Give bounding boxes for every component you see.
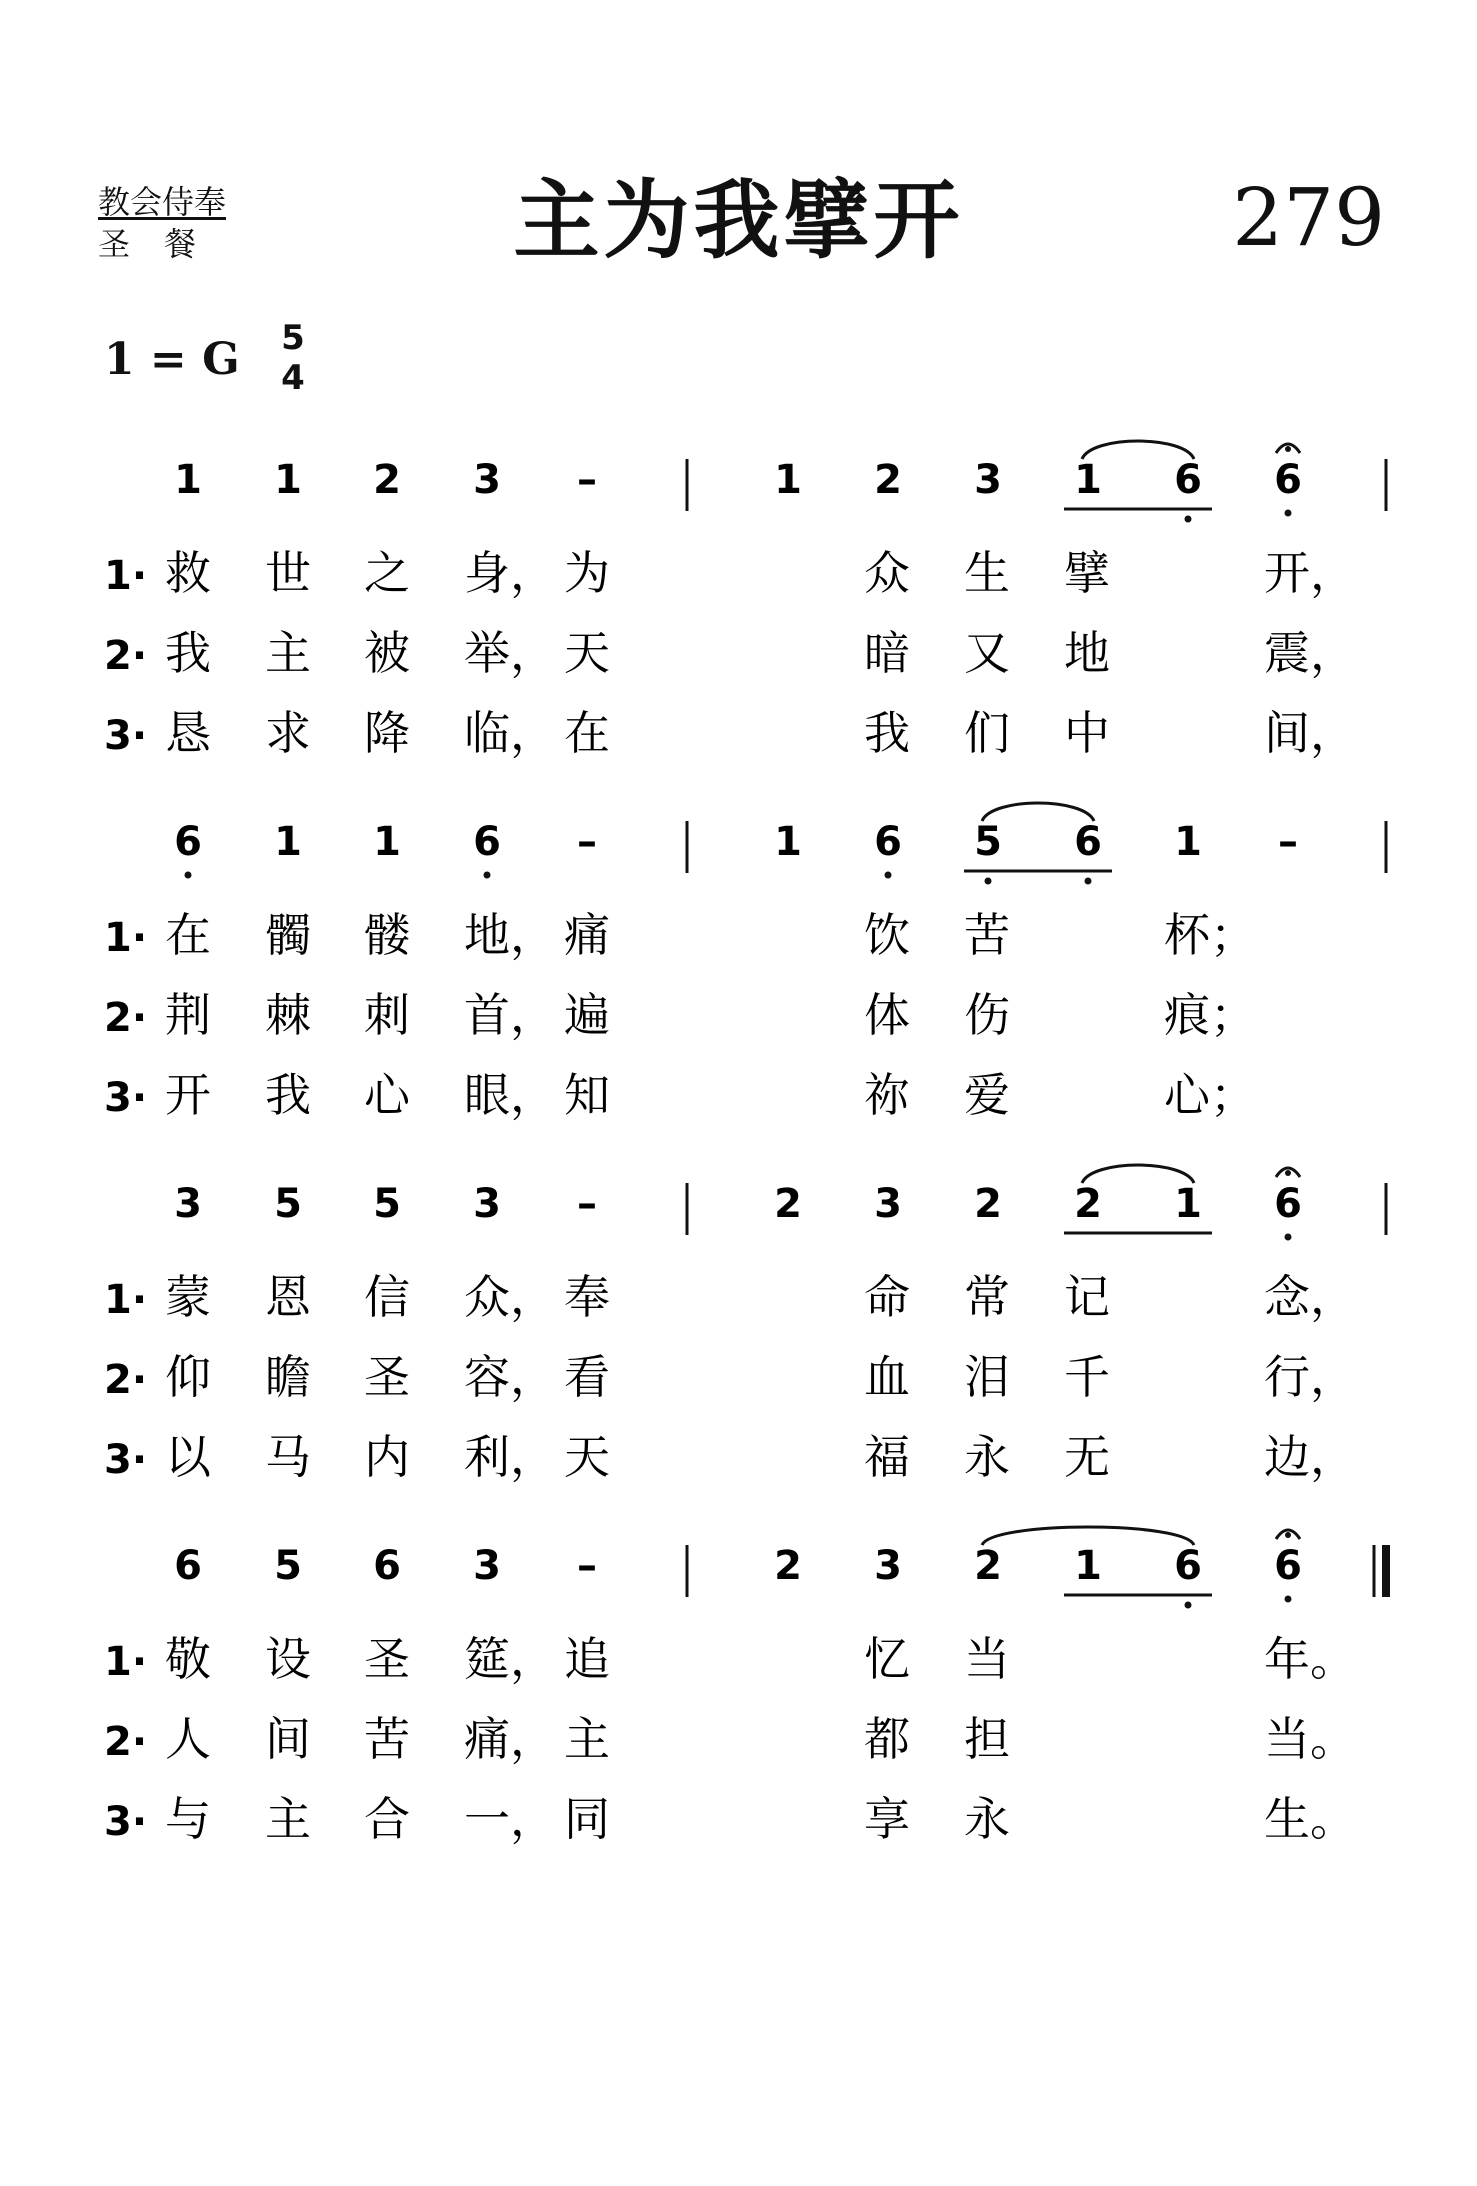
lyric-syllable: 永 [964, 1430, 1010, 1484]
lyric-syllable: 心 [364, 1068, 410, 1122]
lyric-syllable: 都 [864, 1712, 910, 1766]
lyric-syllable: 一， [464, 1792, 556, 1846]
note: 1 [774, 457, 802, 503]
lower-octave-dot [1285, 1234, 1292, 1241]
time-signature-numerator: 5 [281, 318, 305, 358]
category-label: 教会侍奉 [98, 183, 227, 221]
lyric-syllable: 苦 [964, 908, 1010, 962]
lower-octave-dot [1285, 510, 1292, 517]
lyric-syllable: 合 [364, 1792, 410, 1846]
lyric-syllable: 又 [964, 626, 1010, 680]
verse-number: 3· [104, 1075, 148, 1121]
lyric-syllable: 众 [864, 546, 910, 600]
verse-number: 2· [104, 1719, 148, 1765]
lyric-syllable: 念， [1264, 1270, 1356, 1324]
verse-number: 3· [104, 1799, 148, 1845]
note: 6 [373, 1543, 401, 1589]
lyric-syllable: 饮 [864, 908, 910, 962]
lyric-syllable: 恩 [265, 1270, 311, 1324]
lower-octave-dot [985, 878, 992, 885]
fermata-dot [1285, 1532, 1291, 1538]
note: 1 [1074, 1543, 1102, 1589]
lyric-syllable: 祢 [864, 1068, 910, 1122]
lyric-syllable: 地， [464, 908, 556, 962]
lyric-syllable: 首， [464, 988, 556, 1042]
note: 1 [174, 457, 202, 503]
lyric-syllable: 千 [1064, 1350, 1110, 1404]
lyric-syllable: 遍 [564, 988, 610, 1042]
lyric-syllable: 容， [464, 1350, 556, 1404]
lyric-syllable: 生。 [1264, 1792, 1356, 1846]
lyric-syllable: 在 [564, 706, 610, 760]
lyric-syllable: 年。 [1264, 1632, 1356, 1686]
lower-octave-dot [885, 872, 892, 879]
lyric-syllable: 擘 [1064, 546, 1110, 600]
lyric-syllable: 我 [165, 626, 211, 680]
lower-octave-dot [1185, 1602, 1192, 1609]
lyric-syllable: 髑 [265, 908, 311, 962]
lyric-syllable: 刺 [364, 988, 410, 1042]
lyric-syllable: 举， [464, 626, 556, 680]
key-signature: 1 = G [104, 334, 240, 385]
note: 5 [274, 1543, 302, 1589]
lyric-syllable: 世 [265, 546, 311, 600]
lyric-syllable: 天 [564, 626, 610, 680]
lyric-syllable: 天 [564, 1430, 610, 1484]
lyric-syllable: 泪 [964, 1350, 1010, 1404]
lyric-syllable: 身， [464, 546, 556, 600]
note: 6 [1174, 1543, 1202, 1589]
note: 1 [274, 457, 302, 503]
note: 2 [974, 1543, 1002, 1589]
note: 1 [1174, 1181, 1202, 1227]
lyric-syllable: 瞻 [265, 1350, 311, 1404]
lyric-syllable: 当 [964, 1632, 1010, 1686]
lyric-syllable: 求 [265, 706, 311, 760]
lyric-syllable: 无 [1064, 1430, 1110, 1484]
note: 1 [1074, 457, 1102, 503]
note: 2 [974, 1181, 1002, 1227]
lyric-syllable: 主 [265, 626, 311, 680]
lyric-syllable: 常 [964, 1270, 1010, 1324]
lyric-syllable: 享 [864, 1792, 910, 1846]
note: 6 [1274, 1543, 1302, 1589]
lyric-syllable: 恳 [165, 706, 211, 760]
lyric-syllable: 棘 [265, 988, 311, 1042]
note: 2 [774, 1181, 802, 1227]
lyric-syllable: 永 [964, 1792, 1010, 1846]
lyric-syllable: 中 [1064, 706, 1110, 760]
lyric-syllable: 被 [364, 626, 410, 680]
lyric-syllable: 仰 [165, 1350, 211, 1404]
verse-number: 2· [104, 633, 148, 679]
note: 3 [473, 457, 501, 503]
lyric-syllable: 荆 [165, 988, 211, 1042]
lyric-syllable: 看 [564, 1350, 610, 1404]
lyric-syllable: 主 [265, 1792, 311, 1846]
lyric-syllable: 救 [165, 546, 211, 600]
lyric-syllable: 利， [464, 1430, 556, 1484]
lyric-syllable: 奉 [564, 1270, 610, 1324]
verse-number: 1· [104, 1277, 148, 1323]
note: 3 [974, 457, 1002, 503]
sustain-dash: – [577, 819, 597, 865]
verse-number: 3· [104, 1437, 148, 1483]
sustain-dash: – [577, 457, 597, 503]
lyric-syllable: 临， [464, 706, 556, 760]
lower-octave-dot [484, 872, 491, 879]
note: 2 [373, 457, 401, 503]
lyric-syllable: 苦 [364, 1712, 410, 1766]
lyric-syllable: 血 [864, 1350, 910, 1404]
lyric-syllable: 内 [364, 1430, 410, 1484]
subcategory-label: 圣餐 [98, 225, 231, 263]
verse-number: 2· [104, 995, 148, 1041]
note: 2 [774, 1543, 802, 1589]
lyric-syllable: 命 [864, 1270, 910, 1324]
fermata-dot [1285, 446, 1291, 452]
lyric-syllable: 福 [864, 1430, 910, 1484]
lyric-syllable: 眼， [464, 1068, 556, 1122]
lyric-syllable: 追 [564, 1632, 610, 1686]
verse-number: 1· [104, 553, 148, 599]
lyric-syllable: 担 [964, 1712, 1010, 1766]
note: 6 [1274, 1181, 1302, 1227]
lyric-syllable: 地 [1064, 626, 1110, 680]
lyric-syllable: 们 [964, 706, 1010, 760]
lyric-syllable: 记 [1064, 1270, 1110, 1324]
sustain-dash: – [577, 1543, 597, 1589]
note: 3 [174, 1181, 202, 1227]
note: 6 [473, 819, 501, 865]
note: 6 [874, 819, 902, 865]
lyric-syllable: 暗 [864, 626, 910, 680]
note: 3 [473, 1543, 501, 1589]
note: 1 [774, 819, 802, 865]
lyric-syllable: 震， [1264, 626, 1356, 680]
lyric-syllable: 忆 [864, 1632, 910, 1686]
lyric-syllable: 间， [1264, 706, 1356, 760]
verse-number: 3· [104, 713, 148, 759]
lower-octave-dot [1085, 878, 1092, 885]
time-signature-denominator: 4 [281, 358, 305, 398]
lyric-syllable: 当。 [1264, 1712, 1356, 1766]
note: 5 [373, 1181, 401, 1227]
note: 6 [1274, 457, 1302, 503]
note: 6 [174, 819, 202, 865]
lyric-syllable: 设 [265, 1632, 311, 1686]
lyric-syllable: 行， [1264, 1350, 1356, 1404]
note: 5 [274, 1181, 302, 1227]
note: 2 [1074, 1181, 1102, 1227]
lyric-syllable: 人 [165, 1712, 211, 1766]
note: 3 [874, 1181, 902, 1227]
lyric-syllable: 爱 [964, 1068, 1010, 1122]
lyric-syllable: 为 [564, 546, 610, 600]
note: 3 [874, 1543, 902, 1589]
fermata-dot [1285, 1170, 1291, 1176]
lyric-syllable: 筵， [464, 1632, 556, 1686]
note: 3 [473, 1181, 501, 1227]
lyric-syllable: 伤 [964, 988, 1010, 1042]
lyric-syllable: 马 [265, 1430, 311, 1484]
lyric-syllable: 同 [564, 1792, 610, 1846]
sustain-dash: – [1278, 819, 1298, 865]
lower-octave-dot [1185, 516, 1192, 523]
lyric-syllable: 生 [964, 546, 1010, 600]
lyric-syllable: 众， [464, 1270, 556, 1324]
lyric-syllable: 与 [165, 1792, 211, 1846]
hymn-title: 主为我擘开 [513, 171, 964, 271]
note: 6 [174, 1543, 202, 1589]
lyric-syllable: 在 [165, 908, 211, 962]
note: 5 [974, 819, 1002, 865]
lyric-syllable: 知 [564, 1068, 610, 1122]
lyric-syllable: 敬 [165, 1632, 211, 1686]
lyric-syllable: 痛， [464, 1712, 556, 1766]
lyric-syllable: 以 [165, 1430, 211, 1484]
lyric-syllable: 圣 [364, 1632, 410, 1686]
lyric-syllable: 边， [1264, 1430, 1356, 1484]
lyric-syllable: 杯； [1164, 908, 1256, 962]
lyric-syllable: 心； [1164, 1068, 1256, 1122]
verse-number: 1· [104, 915, 148, 961]
verse-number: 1· [104, 1639, 148, 1685]
note: 1 [1174, 819, 1202, 865]
lyric-syllable: 我 [864, 706, 910, 760]
verse-number: 2· [104, 1357, 148, 1403]
lower-octave-dot [1285, 1596, 1292, 1603]
note: 1 [274, 819, 302, 865]
note: 6 [1074, 819, 1102, 865]
lyric-syllable: 痛 [564, 908, 610, 962]
sustain-dash: – [577, 1181, 597, 1227]
lyric-syllable: 开， [1264, 546, 1356, 600]
note: 6 [1174, 457, 1202, 503]
lyric-syllable: 髅 [364, 908, 410, 962]
lyric-syllable: 痕； [1164, 988, 1256, 1042]
note: 2 [874, 457, 902, 503]
lyric-syllable: 之 [364, 546, 410, 600]
lyric-syllable: 降 [364, 706, 410, 760]
lyric-syllable: 信 [364, 1270, 410, 1324]
hymn-number: 279 [1232, 171, 1385, 264]
lyric-syllable: 圣 [364, 1350, 410, 1404]
lyric-syllable: 主 [564, 1712, 610, 1766]
note: 1 [373, 819, 401, 865]
lyric-syllable: 蒙 [165, 1270, 211, 1324]
lyric-syllable: 开 [165, 1068, 211, 1122]
lyric-syllable: 间 [265, 1712, 311, 1766]
lyric-syllable: 我 [265, 1068, 311, 1122]
lower-octave-dot [185, 872, 192, 879]
lyric-syllable: 体 [864, 988, 910, 1042]
